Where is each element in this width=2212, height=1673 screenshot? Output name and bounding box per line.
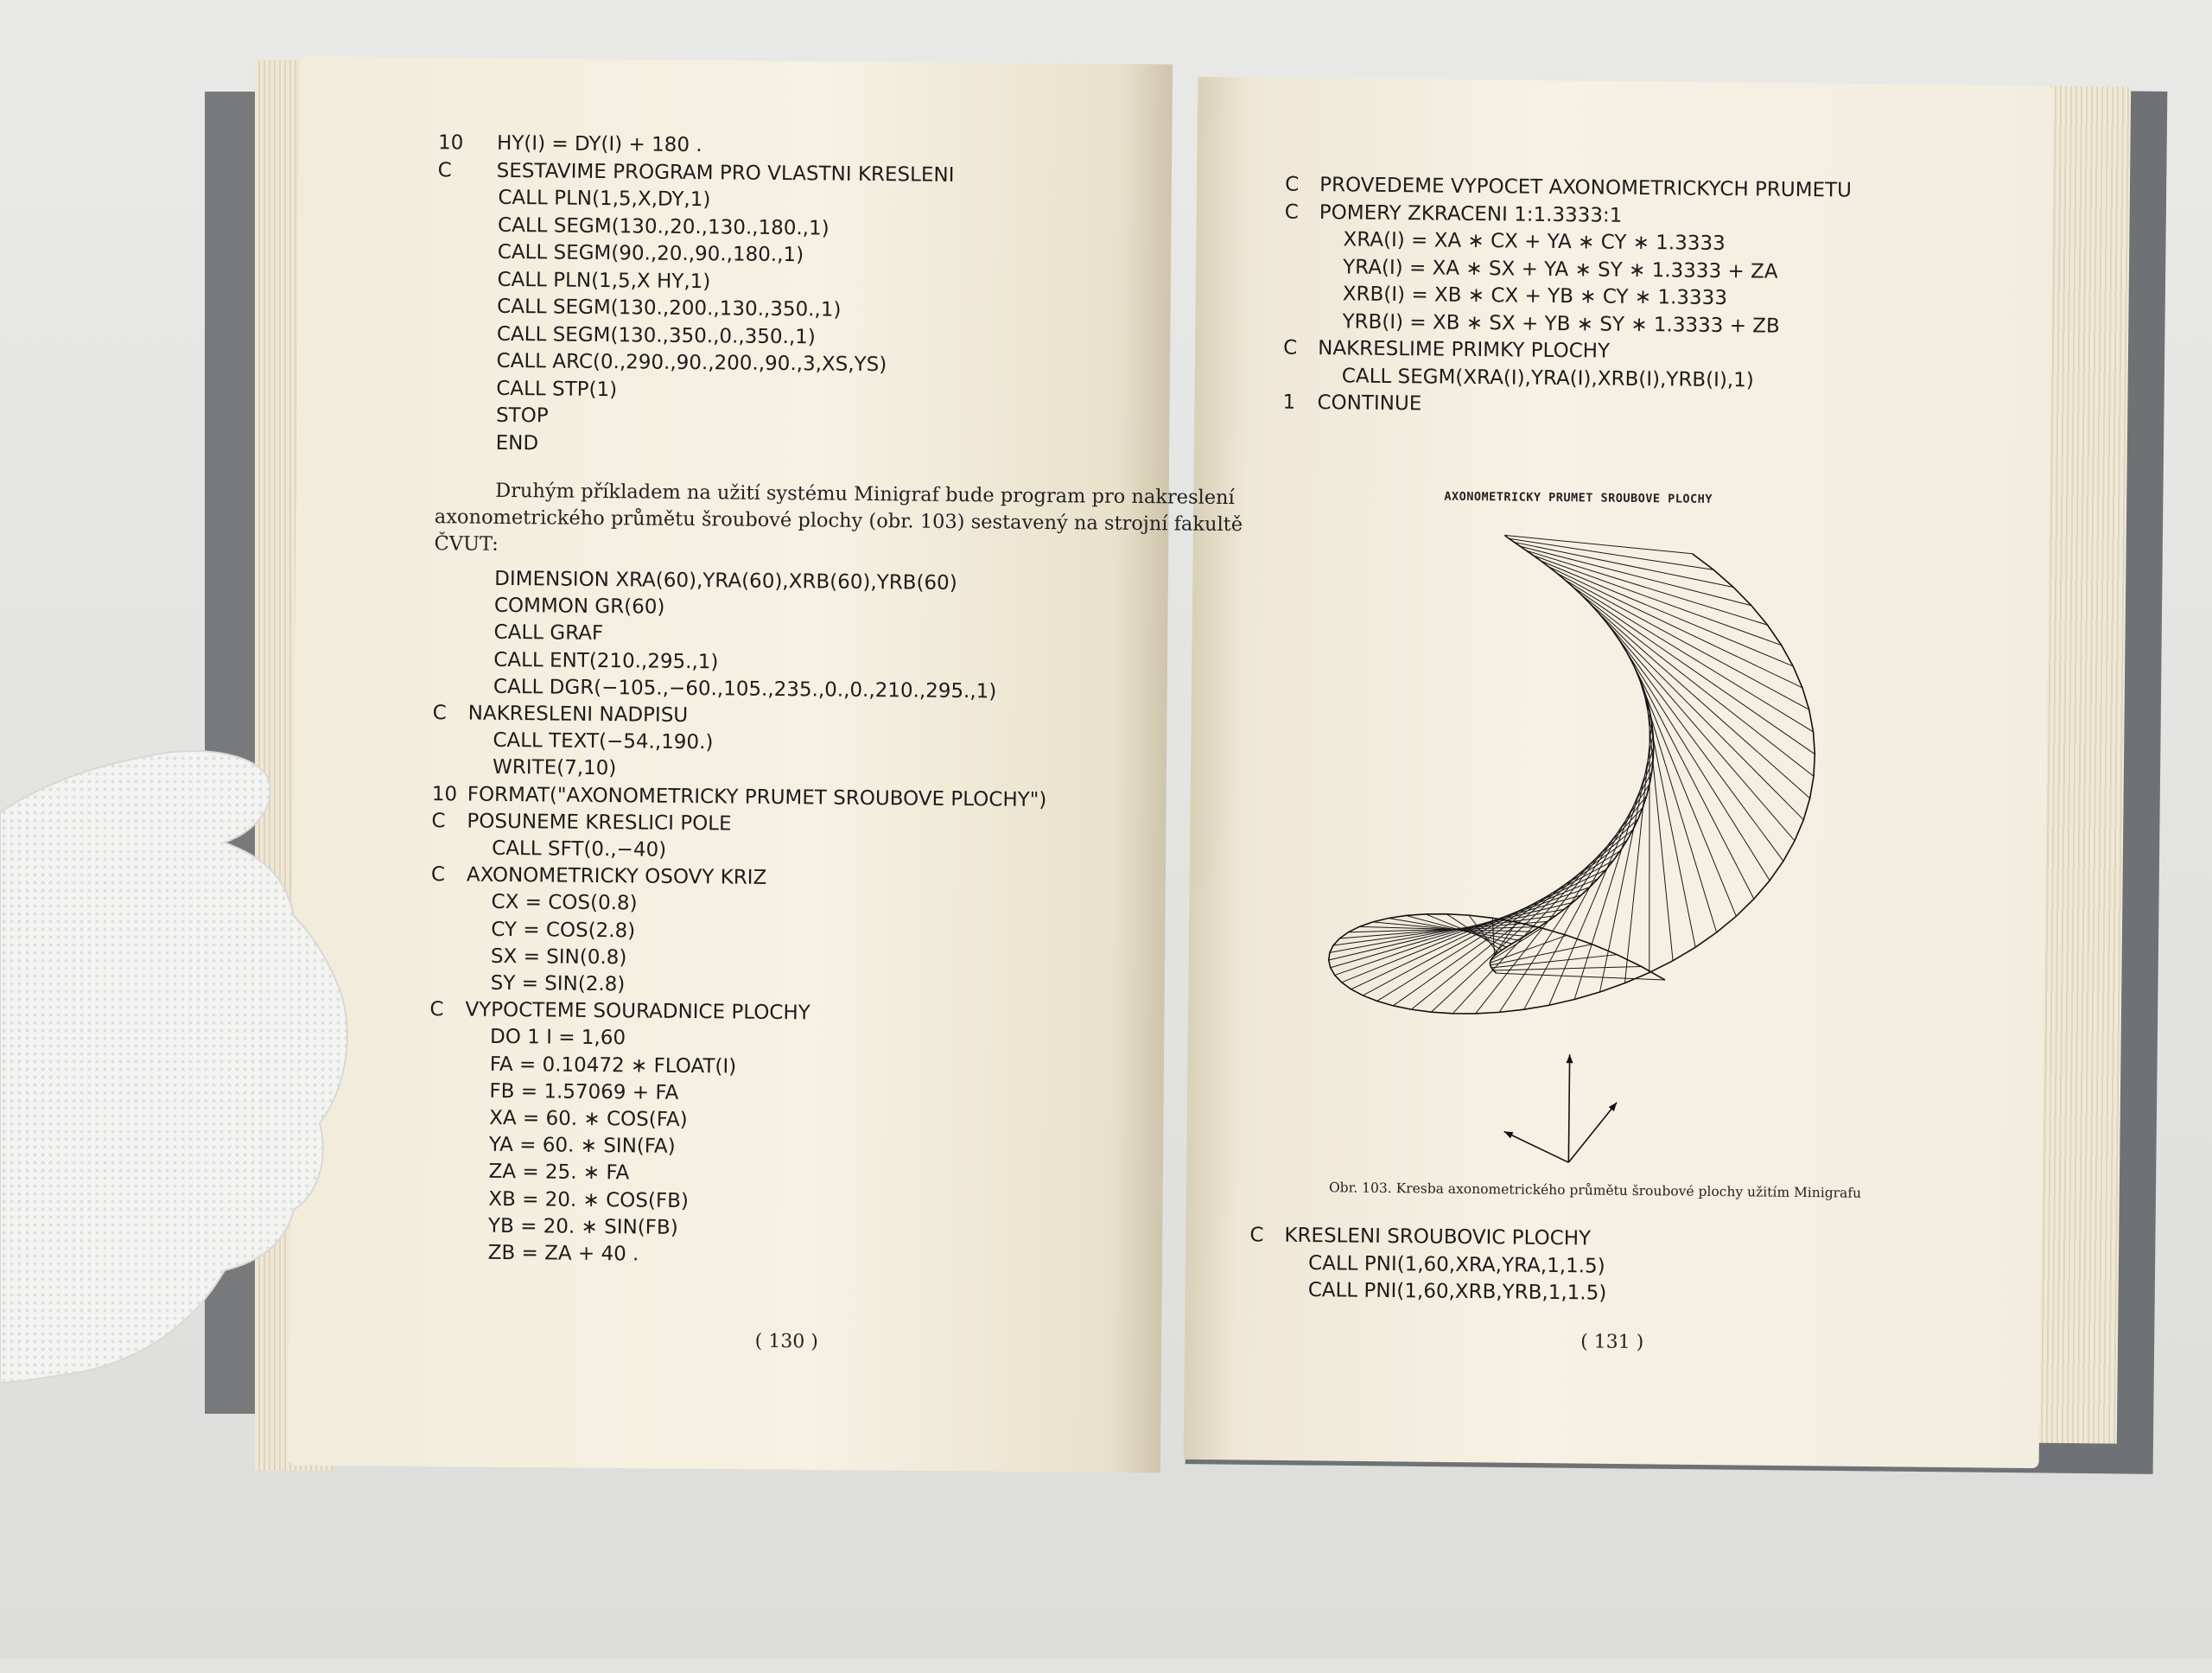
code-line-text: YA = 60. ∗ SIN(FA)	[488, 1134, 676, 1159]
code-line-label: C	[437, 158, 452, 181]
code-line-text: CALL ARC(0.,290.,90.,200.,90.,3,XS,YS)	[496, 349, 887, 377]
generator-line	[1548, 567, 1804, 688]
code-line-label: C	[1285, 173, 1300, 196]
white-glove	[0, 0, 449, 1659]
generator-line	[1580, 595, 1815, 777]
code-line-text: CALL SEGM(130.,200.,130.,350.,1)	[497, 295, 842, 321]
generator-line	[1574, 747, 1654, 1001]
code-line-text: CALL GRAF	[493, 621, 604, 646]
code-line-text: POMERY ZKRACENI 1:1.3333:1	[1319, 200, 1623, 227]
code-line-text: NAKRESLENI NADPISU	[467, 702, 689, 727]
figure-title: AXONOMETRICKY PRUMET SROUBOVE PLOCHY	[1444, 489, 1713, 506]
code-line-label: C	[1249, 1224, 1264, 1247]
code-line-label: C	[1283, 336, 1298, 359]
code-line-text: STOP	[495, 404, 549, 428]
axis-arrowhead	[1567, 1054, 1573, 1063]
code-line-text: ZA = 25. ∗ FA	[488, 1161, 630, 1185]
paragraph-line: Druhým příkladem na užití systému Minigraf bude program pro nakreslení	[495, 479, 1235, 510]
code-line-text: CX = COS(0.8)	[491, 891, 638, 915]
code-line-text: VYPOCTEME SOURADNICE PLOCHY	[465, 998, 810, 1025]
code-line-text: NAKRESLIME PRIMKY PLOCHY	[1318, 337, 1611, 363]
code-line-text: COMMON GR(60)	[493, 595, 665, 619]
code-line-label: C	[431, 809, 446, 833]
code-line-text: FORMAT("AXONOMETRICKY PRUMET SROUBOVE PLOCHY")	[467, 783, 1047, 811]
code-line-text: CALL TEXT(−54.,190.)	[493, 729, 714, 754]
generator-line	[1519, 546, 1751, 606]
generator-line	[1647, 710, 1652, 972]
code-line-text: SY = SIN(2.8)	[490, 971, 626, 996]
paragraph-line: ČVUT:	[434, 532, 499, 556]
code-line-text: CALL SFT(0.,−40)	[492, 836, 667, 862]
code-line-text: SESTAVIME PROGRAM PRO VLASTNI KRESLENI	[496, 159, 955, 187]
code-line-label: 1	[1282, 391, 1296, 414]
code-line-text: END	[495, 431, 539, 455]
helicoid-figure	[1309, 525, 1869, 1187]
code-line-text: CALL ENT(210.,295.,1)	[493, 648, 719, 673]
code-line-text: WRITE(7,10)	[492, 756, 617, 780]
code-line-text: CALL SEGM(130.,350.,0.,350.,1)	[496, 322, 816, 348]
code-line-text: CALL SEGM(90.,20.,90.,180.,1)	[497, 240, 804, 267]
code-line-text: XB = 20. ∗ COS(FB)	[488, 1187, 690, 1212]
generator-line	[1540, 561, 1794, 666]
axis-arrowhead	[1504, 1131, 1514, 1138]
code-line-text: CALL SEGM(XRA(I),YRA(I),XRB(I),YRB(I),1)	[1341, 364, 1754, 391]
code-line-label: 10	[431, 782, 458, 806]
code-line-text: ZB = ZA + 40 .	[487, 1241, 639, 1266]
code-line-text: FB = 1.57069 + FA	[489, 1079, 679, 1104]
generator-line	[1555, 573, 1810, 709]
paragraph-line: axonometrického průmětu šroubové plochy (obr. 103) sestavený na strojní fakultě	[434, 506, 1243, 537]
code-line-text: CALL DGR(−105.,−60.,105.,235.,0.,0.,210.,295.,1)	[493, 675, 997, 703]
code-line-label: C	[432, 702, 447, 725]
code-line-text: CALL PNI(1,60,XRA,YRA,1,1.5)	[1307, 1251, 1605, 1278]
code-line-text: XA = 60. ∗ COS(FA)	[489, 1106, 688, 1132]
axis-line	[1503, 1131, 1568, 1162]
generator-line	[1596, 612, 1806, 819]
page-number-left: ( 130 )	[754, 1330, 819, 1353]
generator-line	[1333, 913, 1555, 948]
generator-line	[1504, 535, 1693, 553]
code-line-text: CALL STP(1)	[496, 377, 618, 401]
code-line-text: CY = COS(2.8)	[491, 918, 636, 943]
generator-line	[1509, 538, 1713, 569]
code-line-text: YRB(I) = XB ∗ SX + YB ∗ SY ∗ 1.3333 + ZB	[1342, 309, 1780, 338]
code-line-text: SX = SIN(0.8)	[490, 945, 627, 970]
inner-helix	[1490, 535, 1656, 975]
code-line-text: YB = 20. ∗ SIN(FB)	[487, 1214, 678, 1239]
code-line-text: CALL PLN(1,5,X,DY,1)	[498, 186, 711, 212]
code-line-text: KRESLENI SROUBOVIC PLOCHY	[1284, 1224, 1592, 1250]
generator-line	[1351, 868, 1606, 992]
code-line-text: XRB(I) = XB ∗ CX + YB ∗ CY ∗ 1.3333	[1342, 283, 1728, 310]
code-line-text: HY(I) = DY(I) + 180 .	[496, 131, 702, 157]
code-line-text: FA = 0.10472 ∗ FLOAT(I)	[489, 1053, 737, 1078]
code-line-text: YRA(I) = XA ∗ SX + YA ∗ SY ∗ 1.3333 + ZA	[1343, 255, 1778, 283]
code-line-text: POSUNEME KRESLICI POLE	[467, 810, 732, 836]
generator-line	[1611, 632, 1785, 862]
figure-caption: Obr. 103. Kresba axonometrického průmětu šroubové plochy užitím Minigrafu	[1328, 1180, 1862, 1201]
code-line-label: C	[1284, 200, 1300, 224]
generator-line	[1572, 587, 1817, 754]
code-line-text: AXONOMETRICKY OSOVY KRIZ	[466, 863, 767, 890]
code-line-label: C	[429, 998, 444, 1021]
code-line-text: DIMENSION XRA(60),YRA(60),XRB(60),YRB(60)	[494, 567, 957, 595]
generator-line	[1493, 965, 1641, 972]
axis-line	[1568, 1102, 1617, 1163]
generator-line	[1533, 556, 1783, 646]
code-line-text: DO 1 I = 1,60	[489, 1026, 626, 1050]
code-line-label: 10	[437, 131, 464, 155]
generator-line	[1563, 580, 1815, 732]
generator-line	[1549, 759, 1653, 1007]
code-line-label: C	[430, 863, 446, 887]
code-line-text: PROVEDEME VYPOCET AXONOMETRICKYCH PRUMETU	[1319, 174, 1853, 202]
code-line-text: XRA(I) = XA ∗ CX + YA ∗ CY ∗ 1.3333	[1343, 228, 1726, 256]
code-line-text: CALL SEGM(130.,20.,130.,180.,1)	[498, 213, 830, 240]
code-line-text: CALL PLN(1,5,X HY,1)	[497, 268, 711, 293]
generator-line	[1490, 934, 1567, 964]
page-number-right: ( 131 )	[1580, 1331, 1644, 1354]
axis-line	[1568, 1054, 1569, 1162]
generator-line	[1640, 686, 1698, 947]
code-line-text: CALL PNI(1,60,XRB,YRB,1,1.5)	[1307, 1279, 1607, 1305]
code-line-text: CONTINUE	[1317, 391, 1422, 416]
